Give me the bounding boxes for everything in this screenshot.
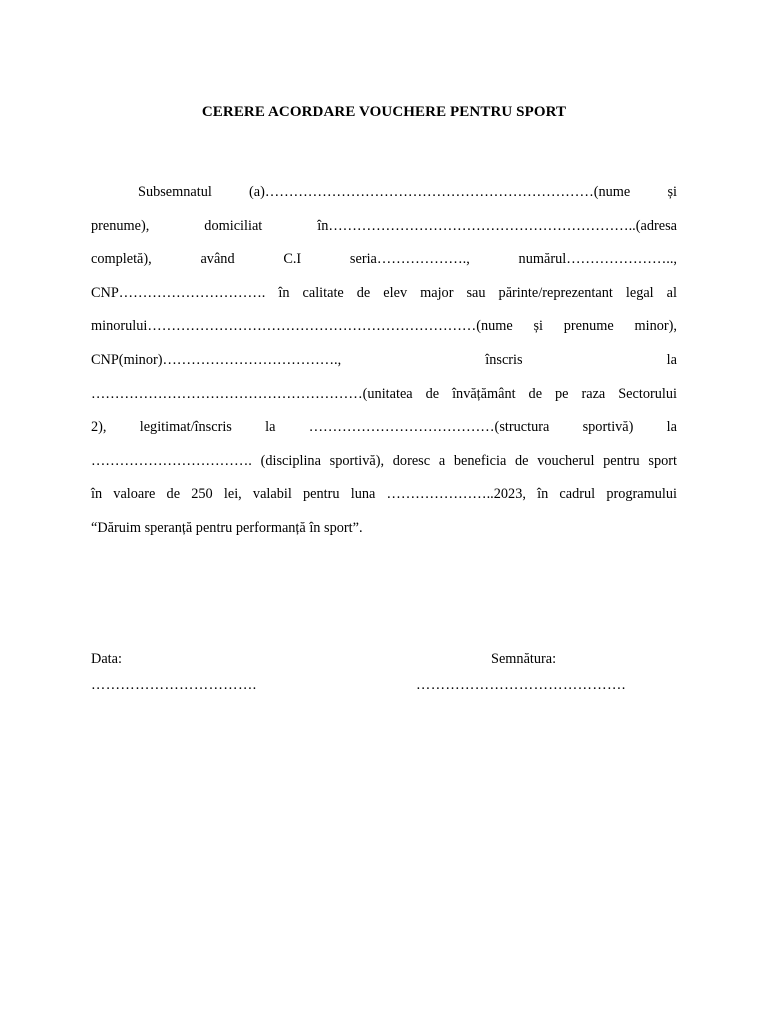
paragraph-line-10: în valoare de 250 lei, valabil pentru luna …………………..2023, în cadrul programului <box>91 486 677 503</box>
paragraph-line-6: CNP(minor)………………………………., înscris la <box>91 351 677 368</box>
paragraph-line-7: …………………………………………………(unitatea de învățământ de pe raza Sectorului <box>91 385 677 402</box>
paragraph-line-5: minorului……………………………………………………………(nume și prenume minor), <box>91 318 677 335</box>
paragraph-line-11: “Dăruim speranță pentru performanță în sport”. <box>91 519 363 536</box>
signature-field[interactable]: ……………………………………. <box>416 677 626 693</box>
paragraph-line-2: prenume), domiciliat în………………………………………………………..(adresa <box>91 217 677 234</box>
paragraph-line-8: 2), legitimat/înscris la …………………………………(structura sportivă) la <box>91 419 677 436</box>
paragraph-line-4: CNP…………………………. în calitate de elev major sau părinte/reprezentant legal al <box>91 284 677 301</box>
request-paragraph <box>91 176 677 546</box>
paragraph-line-3: completă), având C.I seria………………., numărul………………….., <box>91 251 677 268</box>
document-title: CERERE ACORDARE VOUCHERE PENTRU SPORT <box>201 104 567 120</box>
paragraph-line-9: ……………………………. (disciplina sportivă), doresc a beneficia de voucherul pentru sport <box>91 452 677 469</box>
paragraph-line-1: Subsemnatul (a)……………………………………………………………(nume și <box>138 184 677 200</box>
date-field[interactable]: ……………………………. <box>91 677 257 693</box>
date-label: Data: <box>91 651 122 667</box>
signature-label: Semnătura: <box>491 651 557 667</box>
